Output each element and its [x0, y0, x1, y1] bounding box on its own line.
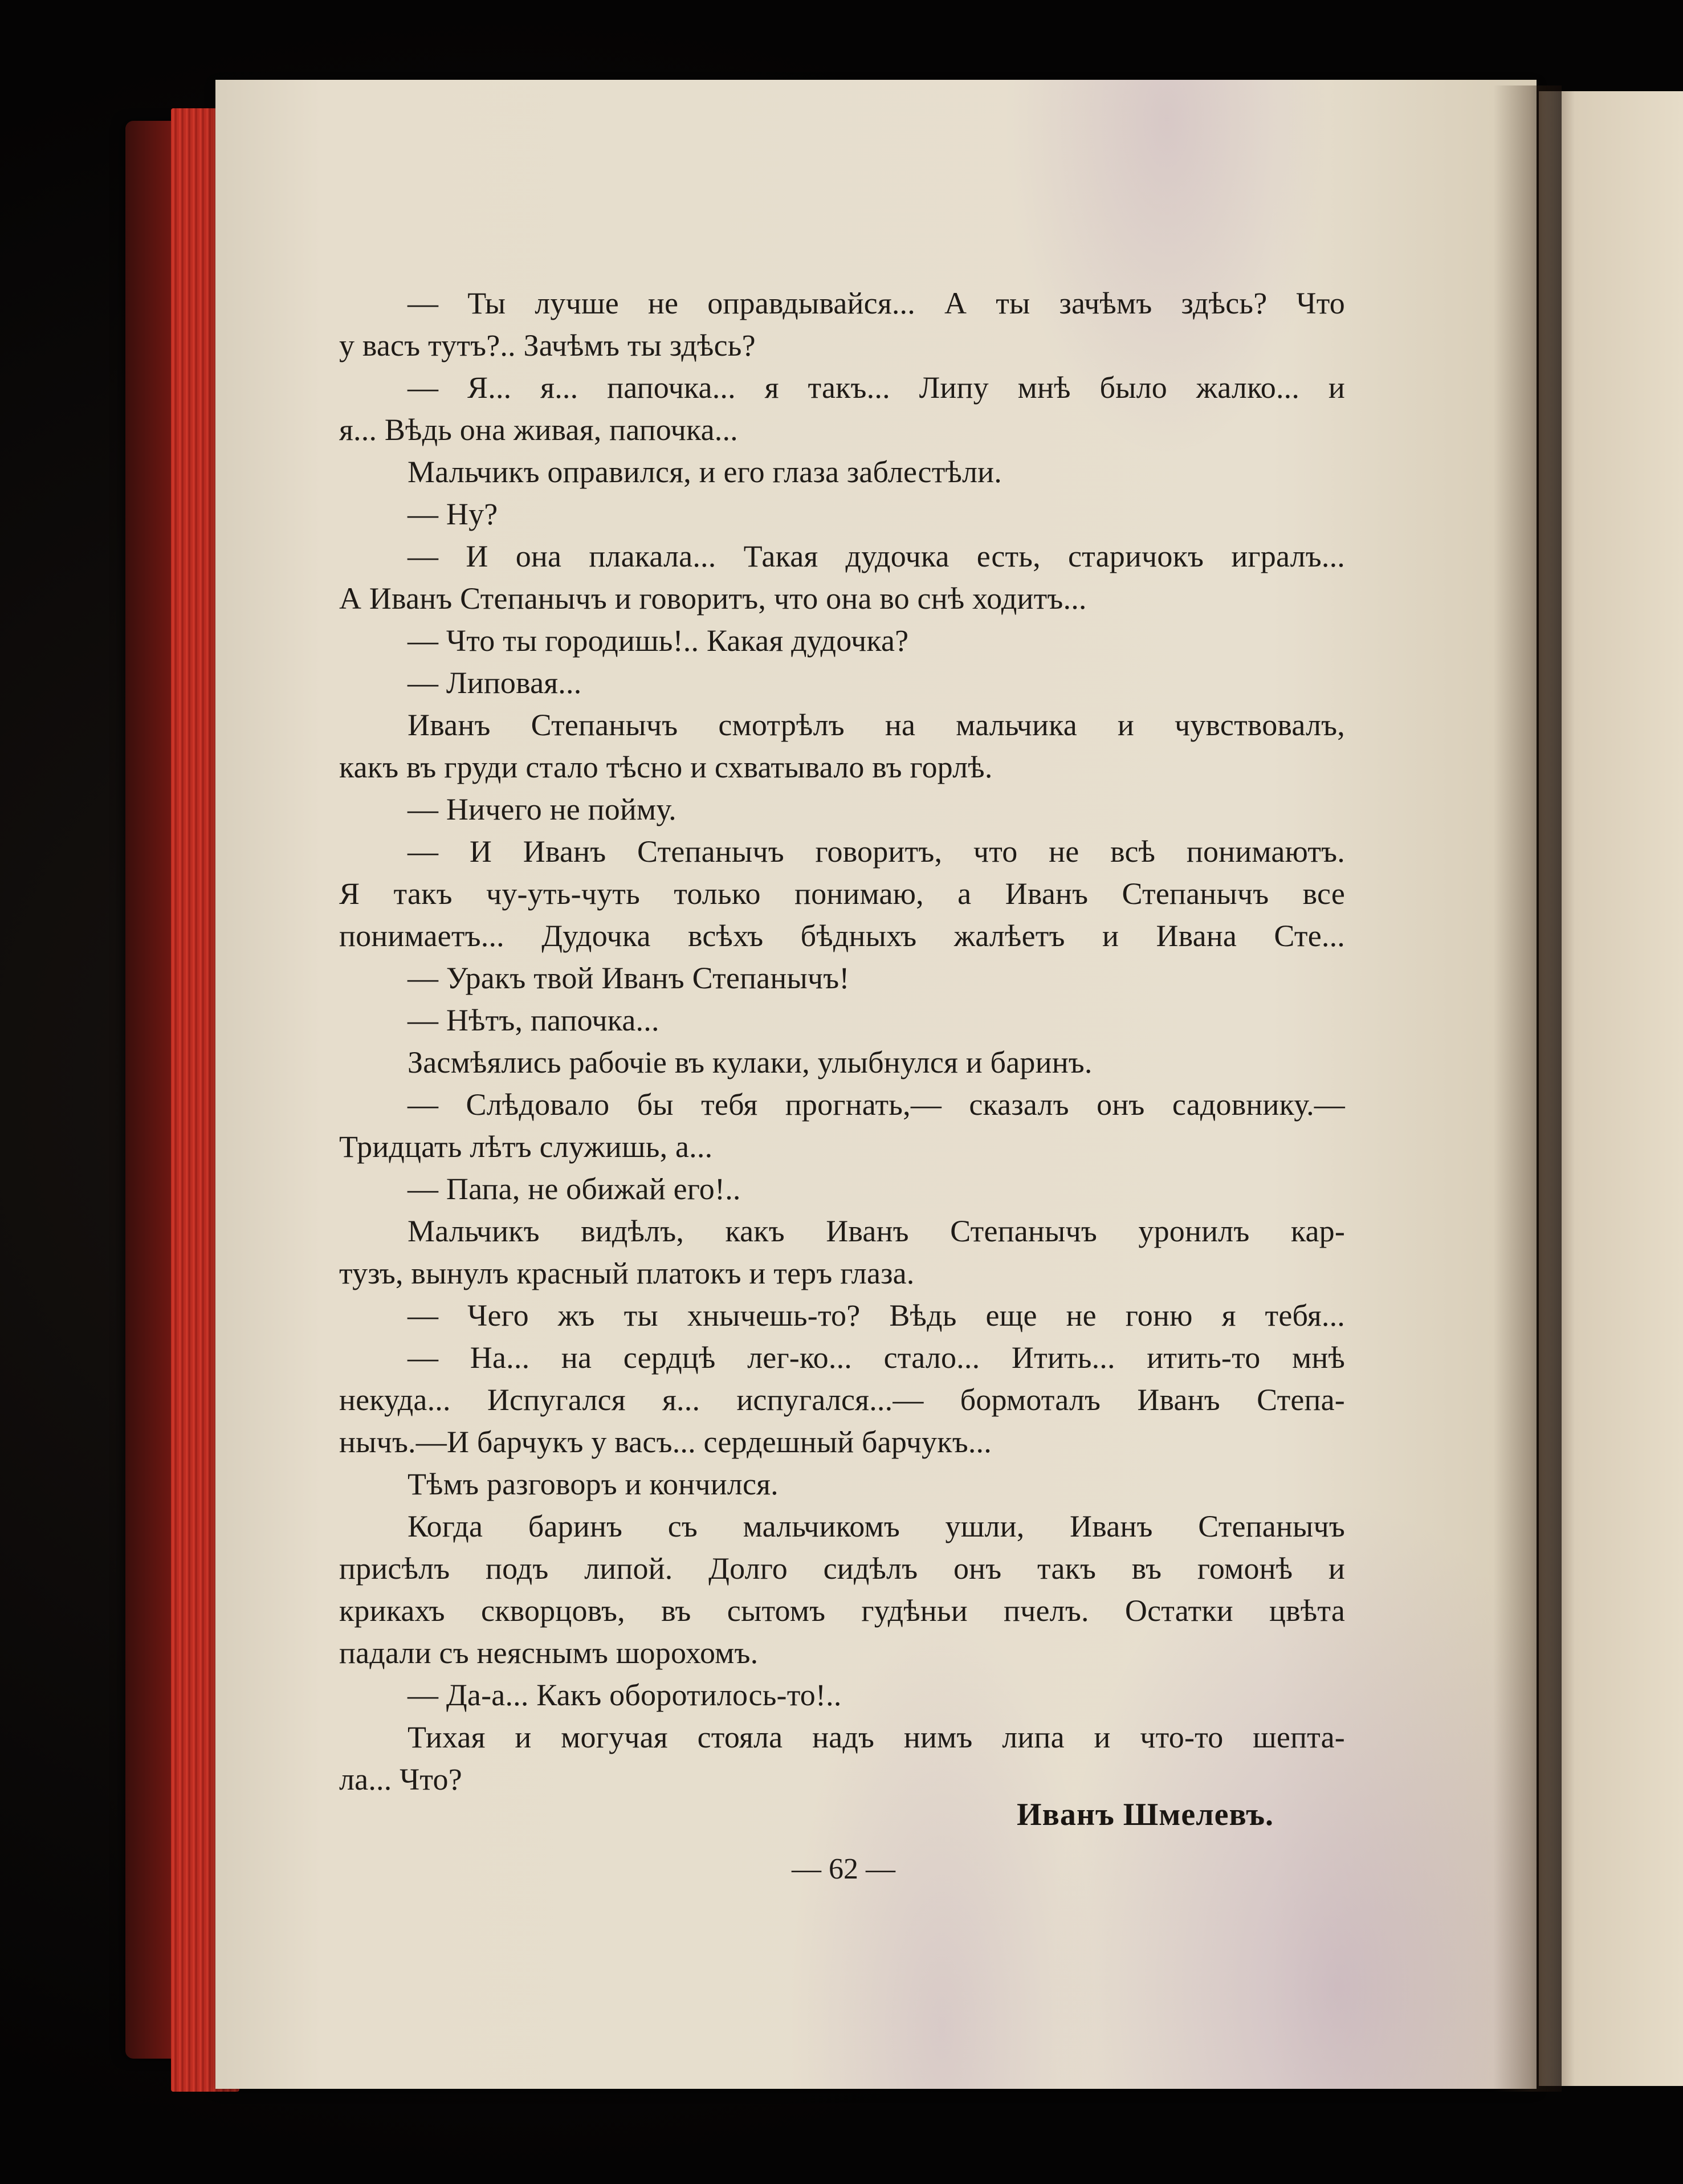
text-line: крикахъ скворцовъ, въ сытомъ гудѣньи пчелъ. Остатки цвѣта	[339, 1594, 1345, 1628]
text-line: Мальчикъ видѣлъ, какъ Иванъ Степанычъ уронилъ кар-	[407, 1214, 1345, 1248]
text-line: А Иванъ Степанычъ и говоритъ, что она во снѣ ходитъ...	[339, 581, 1087, 616]
text-line: — Слѣдовало бы тебя прогнать,— сказалъ онъ садовнику.—	[407, 1087, 1345, 1122]
text-line: Тридцать лѣтъ служишь, а...	[339, 1130, 713, 1164]
text-line: я... Вѣдь она живая, папочка...	[339, 413, 738, 447]
text-line: — На... на сердцѣ лег-ко... стало... Итить... итить-то мнѣ	[407, 1340, 1345, 1375]
text-line: — Ну?	[407, 497, 498, 531]
text-line: Я такъ чу-уть-чуть только понимаю, а Иванъ Степанычъ все	[339, 877, 1345, 911]
text-line: — Уракъ твой Иванъ Степанычъ!	[407, 961, 850, 995]
text-line: Когда баринъ съ мальчикомъ ушли, Иванъ Степанычъ	[407, 1509, 1345, 1543]
text-line: — И Иванъ Степанычъ говоритъ, что не всѣ понимаютъ.	[407, 834, 1345, 869]
text-line: нычъ.—И барчукъ у васъ... сердешный барчукъ...	[339, 1425, 992, 1459]
page-number: — 62 —	[792, 1853, 895, 1885]
text-line: Иванъ Степанычъ смотрѣлъ на мальчика и чувствовалъ,	[407, 708, 1345, 742]
spine-shadow	[1493, 85, 1562, 2092]
text-line: понимаетъ... Дудочка всѣхъ бѣдныхъ жалѣетъ и Ивана Сте...	[339, 919, 1345, 953]
page-text	[339, 282, 1345, 1800]
text-line: — Чего жъ ты хнычешь-то? Вѣдь еще не гоню я тебя...	[407, 1298, 1345, 1333]
text-line: падали съ неяснымъ шорохомъ.	[339, 1636, 759, 1670]
text-line: — Я... я... папочка... я такъ... Липу мнѣ было жалко... и	[407, 370, 1345, 405]
text-line: тузъ, вынулъ красный платокъ и теръ глаза.	[339, 1256, 915, 1290]
text-line: некуда... Испугался я... испугался...— бормоталъ Иванъ Степа-	[339, 1383, 1345, 1417]
text-line: какъ въ груди стало тѣсно и схватывало въ горлѣ.	[339, 750, 993, 784]
text-line: — Ничего не пойму.	[407, 792, 677, 826]
text-line: — Ты лучше не оправдывайся... А ты зачѣмъ здѣсь? Что	[407, 286, 1345, 320]
text-line: Засмѣялись рабочіе въ кулаки, улыбнулся и баринъ.	[407, 1045, 1093, 1079]
text-line: у васъ тутъ?.. Зачѣмъ ты здѣсь?	[339, 328, 756, 362]
text-line: — Что ты городишь!.. Какая дудочка?	[407, 624, 909, 658]
text-line: — Да-а... Какъ оборотилось-то!..	[407, 1678, 842, 1712]
text-line: ла... Что?	[339, 1762, 462, 1796]
text-line: — Нѣтъ, папочка...	[407, 1003, 659, 1037]
text-line: — Липовая...	[407, 666, 582, 700]
text-line: — И она плакала... Такая дудочка есть, старичокъ игралъ...	[407, 539, 1345, 573]
author-signature: Иванъ Шмелевъ.	[1017, 1797, 1274, 1832]
text-line: Тихая и могучая стояла надъ нимъ липа и что-то шепта-	[407, 1720, 1345, 1754]
text-line: Тѣмъ разговоръ и кончился.	[407, 1467, 779, 1501]
text-line: присѣлъ подъ липой. Долго сидѣлъ онъ такъ въ гомонѣ и	[339, 1551, 1345, 1586]
text-line: — Папа, не обижай его!..	[407, 1172, 741, 1206]
text-line: Мальчикъ оправился, и его глаза заблестѣли.	[407, 455, 1002, 489]
